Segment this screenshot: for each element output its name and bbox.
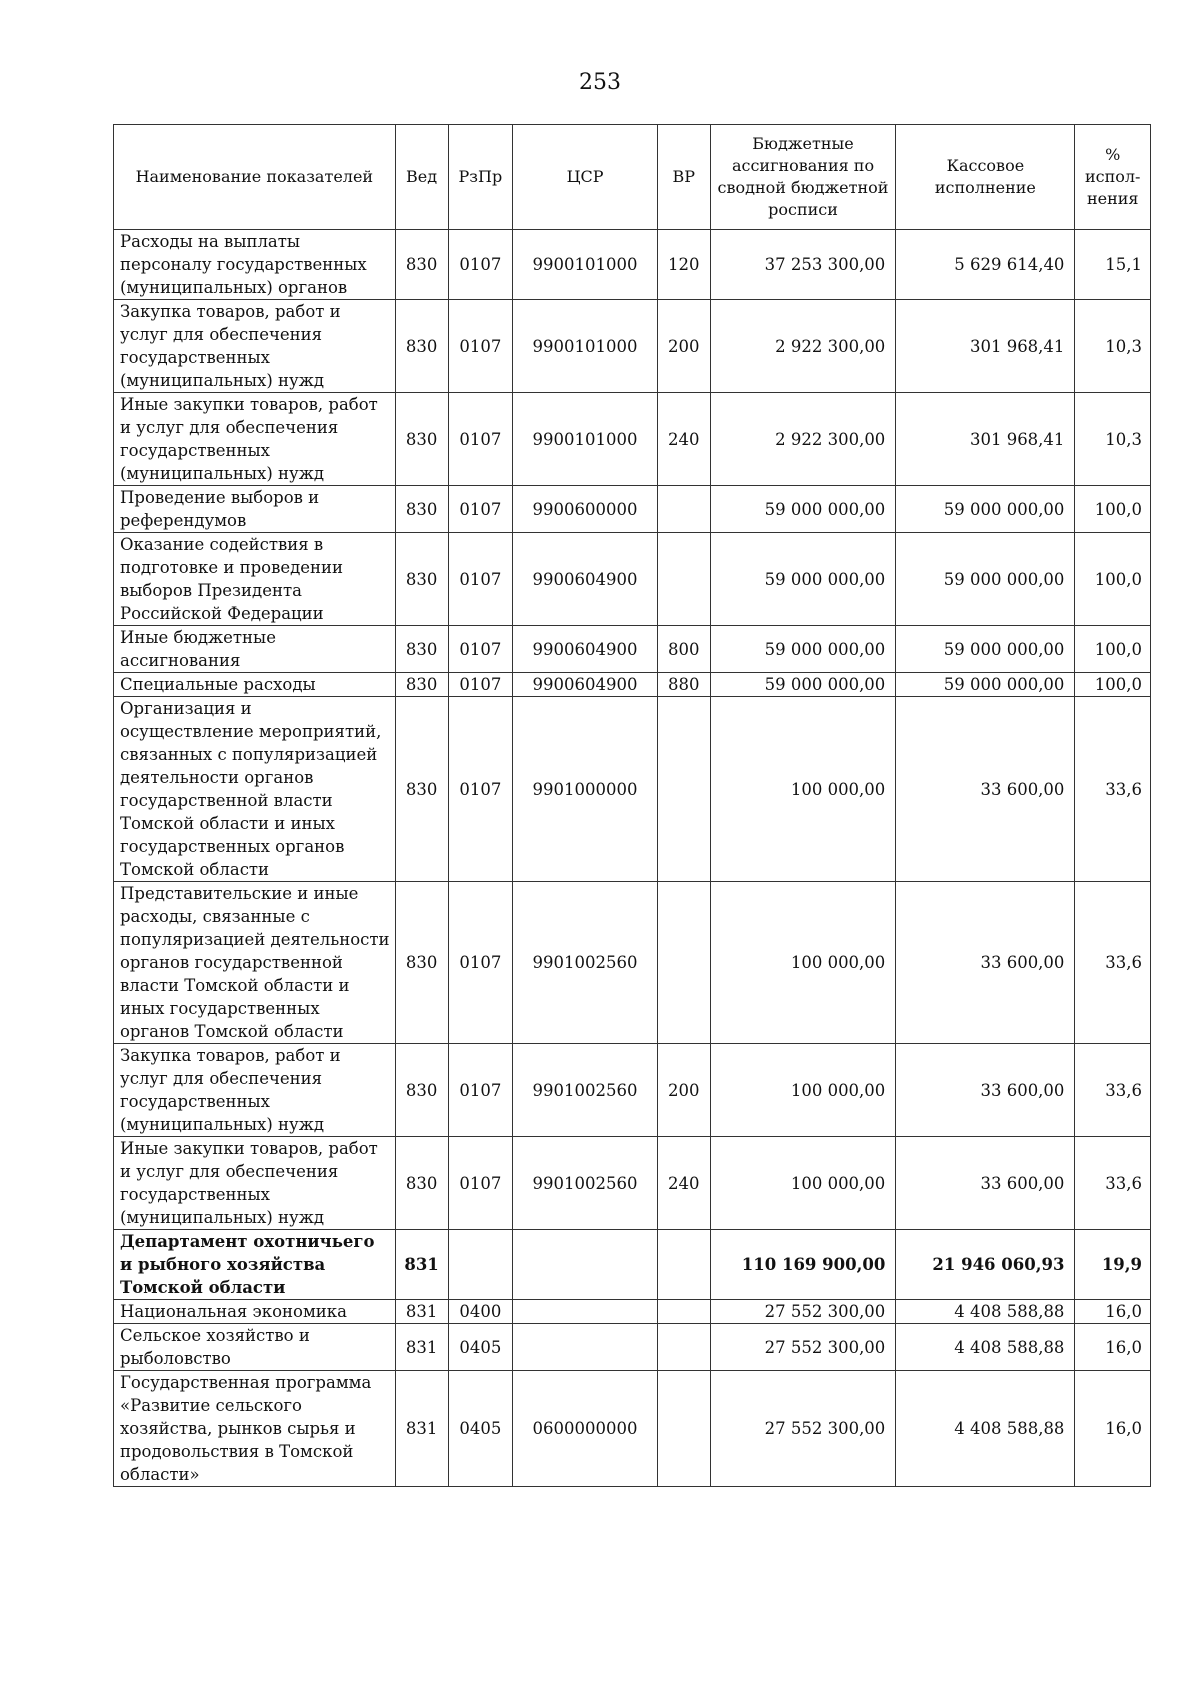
header-name: Наименование показателей <box>114 125 396 230</box>
header-cash: Кассовое исполнение <box>896 125 1075 230</box>
cell-ved: 831 <box>395 1300 448 1324</box>
cell-name: Организация и осуществление мероприятий, связанных с популяризацией деятельности органов государственной власти Томской области и иных государственных органов Томской области <box>114 697 396 882</box>
cell-rzpr <box>448 1230 513 1300</box>
cell-pct: 10,3 <box>1075 393 1151 486</box>
cell-budget: 100 000,00 <box>710 697 896 882</box>
cell-budget: 100 000,00 <box>710 1044 896 1137</box>
cell-rzpr: 0107 <box>448 626 513 673</box>
cell-pct: 19,9 <box>1075 1230 1151 1300</box>
cell-pct: 16,0 <box>1075 1300 1151 1324</box>
cell-vr: 880 <box>657 673 710 697</box>
cell-csr: 9900101000 <box>513 393 658 486</box>
cell-ved: 830 <box>395 230 448 300</box>
table-header-row <box>114 125 1151 230</box>
cell-vr: 240 <box>657 393 710 486</box>
cell-csr: 9901002560 <box>513 882 658 1044</box>
cell-pct: 16,0 <box>1075 1371 1151 1487</box>
cell-csr <box>513 1230 658 1300</box>
header-csr: ЦСР <box>513 125 658 230</box>
cell-name: Сельское хозяйство и рыболовство <box>114 1324 396 1371</box>
cell-cash: 4 408 588,88 <box>896 1324 1075 1371</box>
cell-pct: 100,0 <box>1075 626 1151 673</box>
cell-vr <box>657 697 710 882</box>
table-row <box>114 486 1151 533</box>
cell-cash: 33 600,00 <box>896 1137 1075 1230</box>
cell-cash: 33 600,00 <box>896 1044 1075 1137</box>
cell-pct: 10,3 <box>1075 300 1151 393</box>
cell-budget: 27 552 300,00 <box>710 1300 896 1324</box>
cell-budget: 2 922 300,00 <box>710 393 896 486</box>
cell-vr: 200 <box>657 300 710 393</box>
cell-vr: 200 <box>657 1044 710 1137</box>
cell-cash: 59 000 000,00 <box>896 533 1075 626</box>
cell-pct: 33,6 <box>1075 1137 1151 1230</box>
cell-cash: 301 968,41 <box>896 393 1075 486</box>
cell-ved: 831 <box>395 1230 448 1300</box>
table-row <box>114 1044 1151 1137</box>
cell-rzpr: 0107 <box>448 393 513 486</box>
cell-rzpr: 0405 <box>448 1324 513 1371</box>
cell-cash: 301 968,41 <box>896 300 1075 393</box>
header-budget: Бюджетные ассигнования по сводной бюджетной росписи <box>710 125 896 230</box>
table-row <box>114 230 1151 300</box>
cell-cash: 4 408 588,88 <box>896 1371 1075 1487</box>
cell-cash: 59 000 000,00 <box>896 486 1075 533</box>
cell-budget: 59 000 000,00 <box>710 533 896 626</box>
cell-ved: 831 <box>395 1324 448 1371</box>
cell-ved: 830 <box>395 626 448 673</box>
cell-vr <box>657 1324 710 1371</box>
header-vr: ВР <box>657 125 710 230</box>
cell-pct: 33,6 <box>1075 1044 1151 1137</box>
cell-ved: 830 <box>395 393 448 486</box>
cell-rzpr: 0400 <box>448 1300 513 1324</box>
cell-budget: 100 000,00 <box>710 882 896 1044</box>
cell-vr <box>657 1230 710 1300</box>
table-row <box>114 1371 1151 1487</box>
cell-rzpr: 0107 <box>448 1137 513 1230</box>
page-number: 253 <box>579 70 621 95</box>
cell-pct: 100,0 <box>1075 673 1151 697</box>
table-row <box>114 533 1151 626</box>
cell-csr: 9900604900 <box>513 533 658 626</box>
cell-name: Проведение выборов и референдумов <box>114 486 396 533</box>
cell-rzpr: 0107 <box>448 533 513 626</box>
cell-budget: 110 169 900,00 <box>710 1230 896 1300</box>
cell-rzpr: 0107 <box>448 882 513 1044</box>
cell-cash: 59 000 000,00 <box>896 626 1075 673</box>
cell-cash: 5 629 614,40 <box>896 230 1075 300</box>
cell-csr <box>513 1300 658 1324</box>
budget-execution-table <box>113 124 1151 1487</box>
cell-ved: 830 <box>395 1137 448 1230</box>
cell-csr: 9901002560 <box>513 1137 658 1230</box>
cell-pct: 33,6 <box>1075 697 1151 882</box>
table-row <box>114 393 1151 486</box>
cell-vr: 800 <box>657 626 710 673</box>
table-row <box>114 673 1151 697</box>
cell-cash: 4 408 588,88 <box>896 1300 1075 1324</box>
cell-pct: 33,6 <box>1075 882 1151 1044</box>
table-row <box>114 626 1151 673</box>
cell-vr <box>657 533 710 626</box>
cell-cash: 33 600,00 <box>896 882 1075 1044</box>
cell-csr: 9901002560 <box>513 1044 658 1137</box>
cell-pct: 16,0 <box>1075 1324 1151 1371</box>
cell-vr: 240 <box>657 1137 710 1230</box>
cell-budget: 59 000 000,00 <box>710 673 896 697</box>
table-row <box>114 1137 1151 1230</box>
cell-name: Специальные расходы <box>114 673 396 697</box>
cell-ved: 830 <box>395 882 448 1044</box>
cell-vr <box>657 1371 710 1487</box>
table-row <box>114 300 1151 393</box>
cell-budget: 2 922 300,00 <box>710 300 896 393</box>
cell-name: Представительские и иные расходы, связанные с популяризацией деятельности органов государственной власти Томской области и иных государственных органов Томской области <box>114 882 396 1044</box>
cell-rzpr: 0107 <box>448 697 513 882</box>
cell-name: Оказание содействия в подготовке и проведении выборов Президента Российской Федерации <box>114 533 396 626</box>
cell-vr: 120 <box>657 230 710 300</box>
cell-ved: 831 <box>395 1371 448 1487</box>
cell-ved: 830 <box>395 486 448 533</box>
cell-csr <box>513 1324 658 1371</box>
table-row <box>114 882 1151 1044</box>
cell-ved: 830 <box>395 697 448 882</box>
cell-csr: 9900600000 <box>513 486 658 533</box>
cell-name: Государственная программа «Развитие сельского хозяйства, рынков сырья и продовольствия в Томской области» <box>114 1371 396 1487</box>
cell-cash: 59 000 000,00 <box>896 673 1075 697</box>
cell-csr: 9901000000 <box>513 697 658 882</box>
cell-budget: 59 000 000,00 <box>710 486 896 533</box>
cell-rzpr: 0107 <box>448 673 513 697</box>
cell-csr: 9900604900 <box>513 673 658 697</box>
cell-cash: 21 946 060,93 <box>896 1230 1075 1300</box>
cell-rzpr: 0107 <box>448 300 513 393</box>
table-row <box>114 1300 1151 1324</box>
cell-cash: 33 600,00 <box>896 697 1075 882</box>
cell-name: Закупка товаров, работ и услуг для обеспечения государственных (муниципальных) нужд <box>114 300 396 393</box>
cell-name: Иные бюджетные ассигнования <box>114 626 396 673</box>
cell-budget: 100 000,00 <box>710 1137 896 1230</box>
cell-rzpr: 0107 <box>448 230 513 300</box>
cell-csr: 9900101000 <box>513 300 658 393</box>
cell-name: Иные закупки товаров, работ и услуг для обеспечения государственных (муниципальных) нужд <box>114 1137 396 1230</box>
cell-budget: 27 552 300,00 <box>710 1371 896 1487</box>
cell-budget: 59 000 000,00 <box>710 626 896 673</box>
cell-ved: 830 <box>395 300 448 393</box>
table-row <box>114 1230 1151 1300</box>
cell-ved: 830 <box>395 673 448 697</box>
cell-rzpr: 0107 <box>448 1044 513 1137</box>
cell-name: Расходы на выплаты персоналу государственных (муниципальных) органов <box>114 230 396 300</box>
cell-rzpr: 0107 <box>448 486 513 533</box>
table-body <box>114 230 1151 1487</box>
cell-pct: 15,1 <box>1075 230 1151 300</box>
cell-budget: 27 552 300,00 <box>710 1324 896 1371</box>
cell-name: Иные закупки товаров, работ и услуг для обеспечения государственных (муниципальных) нужд <box>114 393 396 486</box>
cell-name: Национальная экономика <box>114 1300 396 1324</box>
header-rzpr: РзПр <box>448 125 513 230</box>
cell-name: Департамент охотничьего и рыбного хозяйства Томской области <box>114 1230 396 1300</box>
table-row <box>114 697 1151 882</box>
cell-csr: 0600000000 <box>513 1371 658 1487</box>
cell-pct: 100,0 <box>1075 533 1151 626</box>
cell-vr <box>657 1300 710 1324</box>
cell-rzpr: 0405 <box>448 1371 513 1487</box>
header-ved: Вед <box>395 125 448 230</box>
cell-ved: 830 <box>395 1044 448 1137</box>
header-pct: % испол-нения <box>1075 125 1151 230</box>
cell-csr: 9900604900 <box>513 626 658 673</box>
cell-ved: 830 <box>395 533 448 626</box>
cell-vr <box>657 882 710 1044</box>
cell-vr <box>657 486 710 533</box>
cell-csr: 9900101000 <box>513 230 658 300</box>
cell-budget: 37 253 300,00 <box>710 230 896 300</box>
table-row <box>114 1324 1151 1371</box>
cell-pct: 100,0 <box>1075 486 1151 533</box>
cell-name: Закупка товаров, работ и услуг для обеспечения государственных (муниципальных) нужд <box>114 1044 396 1137</box>
